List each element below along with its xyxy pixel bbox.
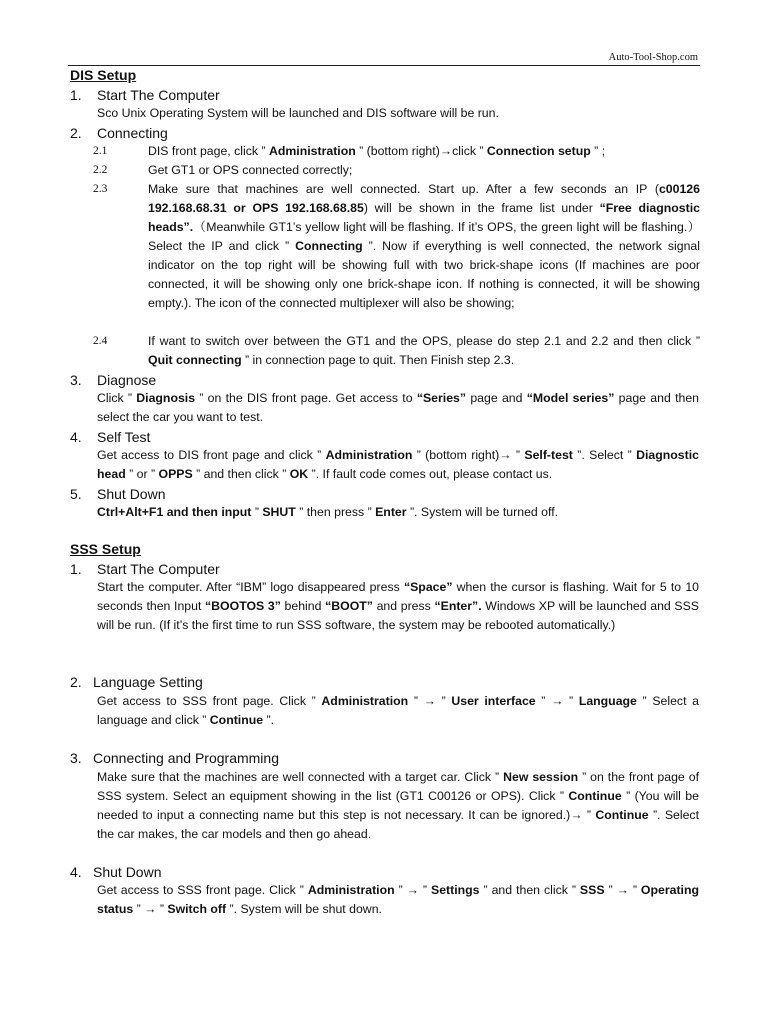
sss-step1-title: Start The Computer <box>97 561 220 577</box>
sss-step2-title: Language Setting <box>93 674 203 690</box>
dis-step2-4-number: 2.4 <box>93 335 108 347</box>
sss-step4-text: Get access to SSS front page. Click ” Administration ” → ” Settings ” and then click ” SSS ” → ” Operating status ” → ” Switch off ”. System will be shut down. <box>97 883 699 916</box>
header-site: Auto-Tool-Shop.com <box>608 52 698 63</box>
sss-step1-number: 1. <box>70 561 82 577</box>
dis-step4-heading <box>70 429 150 445</box>
dis-step5-heading <box>70 486 165 502</box>
page-header <box>68 51 700 66</box>
dis-step2-4 <box>93 332 700 370</box>
dis-step2-3-number: 2.3 <box>93 183 108 195</box>
sss-step3-heading <box>70 750 279 766</box>
dis-step3-text: Click ” Diagnosis ” on the DIS front page. Get access to “Series” page and “Model series” page and then select the car you want to test. <box>97 391 700 424</box>
dis-step2-4-text: If want to switch over between the GT1 and the OPS, please do step 2.1 and 2.2 and then click ” Quit connecting ” in connection page to quit. Then Finish step 2.3. <box>148 334 700 367</box>
dis-step1-number: 1. <box>70 87 82 103</box>
dis-step5-text: Ctrl+Alt+F1 and then input ” SHUT ” then press ” Enter ”. System will be turned off. <box>97 505 559 519</box>
dis-step1-title: Start The Computer <box>97 87 220 103</box>
dis-step3-heading <box>70 372 156 388</box>
sss-step3-text: Make sure that the machines are well connected with a target car. Click ” New session ” on the front page of SSS system. Select an equipment showing in the list (GT1 C00126 or OPS). Click ” Continue ” (You will be needed to input a connecting name but this step is not necessary. It can be ignored.)→ ” Continue ”. Select the car makes, the car models and then go ahead. <box>97 770 699 841</box>
dis-step4-text: Get access to DIS front page and click ” Administration ” (bottom right)→ ” Self-test ”. Select ” Diagnostic head ” or ” OPPS ” and then click ” OK ”. If fault code comes out, please contact us. <box>97 448 699 481</box>
sss-step2-heading <box>70 674 203 690</box>
sss-step1-heading <box>70 561 220 577</box>
dis-step5-title: Shut Down <box>97 486 166 502</box>
dis-setup-title: DIS Setup <box>70 67 137 83</box>
sss-step3-title: Connecting and Programming <box>93 750 279 766</box>
dis-step3-title: Diagnose <box>97 372 157 388</box>
dis-step2-2-number: 2.2 <box>93 164 108 176</box>
dis-step3-number: 3. <box>70 372 82 388</box>
dis-step2-heading <box>70 125 168 141</box>
sss-step4-heading <box>70 864 161 880</box>
sss-step2-text: Get access to SSS front page. Click ” Administration ” → ” User interface ” → ” Language ” Select a language and click ” Continue ”. <box>97 694 700 727</box>
sss-step2-number: 2. <box>70 674 82 690</box>
dis-step2-3 <box>93 180 700 313</box>
dis-step2-1-text: DIS front page, click ” Administration ” (bottom right)→click ” Connection setup ” ; <box>148 144 606 158</box>
dis-step2-1 <box>93 142 700 161</box>
sss-step3-number: 3. <box>70 750 82 766</box>
sss-step4-title: Shut Down <box>93 864 162 880</box>
dis-step4-number: 4. <box>70 429 82 445</box>
dis-step2-number: 2. <box>70 125 82 141</box>
dis-step2-title: Connecting <box>97 125 168 141</box>
sss-step1-text: Start the computer. After “IBM” logo disappeared press “Space” when the cursor is flashing. Wait for 5 to 10 seconds then Input “BOOTOS 3” behind “BOOT” and press “Enter”. Windows XP will be launched and SSS will be run. (If it’s the first time to run SSS software, the system may be rebooted automatically.) <box>97 580 699 632</box>
dis-step2-2 <box>93 161 700 180</box>
dis-step1-text: Sco Unix Operating System will be launched and DIS software will be run. <box>97 106 499 120</box>
sss-step4-number: 4. <box>70 864 82 880</box>
dis-step5-number: 5. <box>70 486 82 502</box>
sss-setup-title: SSS Setup <box>70 541 141 557</box>
dis-step2-1-number: 2.1 <box>93 145 108 157</box>
dis-step1-heading <box>70 87 220 103</box>
dis-step2-3-text: Make sure that machines are well connected. Start up. After a few seconds an IP (c00126 192.168.68.31 or OPS 192.168.68.85) will be shown in the frame list under “Free diagnostic heads”.（Meanwhile GT1’s yellow light will be flashing. If it’s OPS, the green light will be flashing.） Select the IP and click ” Connecting ”. Now if everything is well connected, the network signal indicator on the top right will be showing full with two brick-shape icons (If machines are poor connected, it will be showing only one brick-shape icon. If nothing is connected, it will be showing empty.). The icon of the connected multiplexer will also be showing; <box>148 182 700 310</box>
dis-step2-2-text: Get GT1 or OPS connected correctly; <box>148 163 353 177</box>
dis-step4-title: Self Test <box>97 429 151 445</box>
